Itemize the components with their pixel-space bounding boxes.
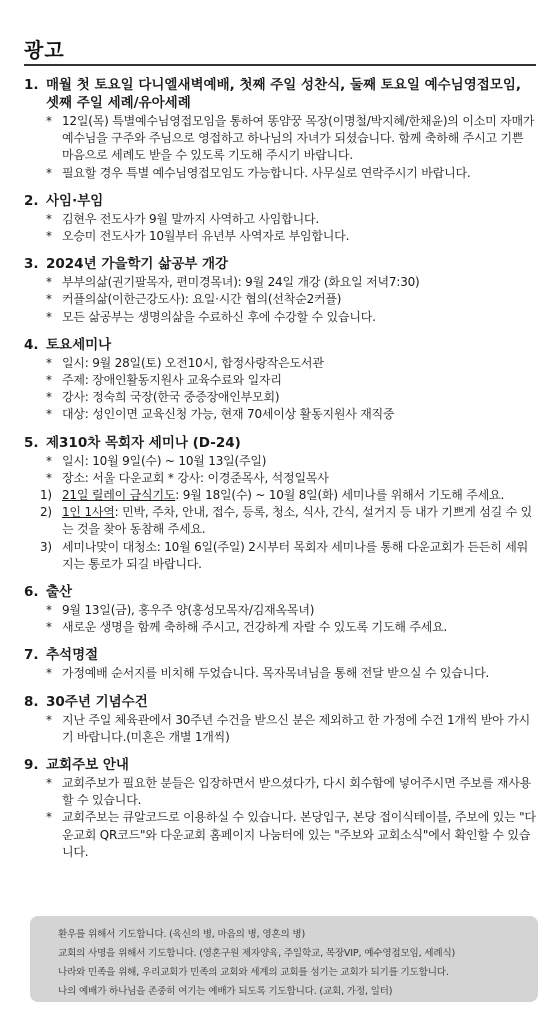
section-heading: 매월 첫 토요일 다니엘새벽예배, 첫째 주일 성찬식, 둘째 토요일 예수님영접모임, 셋째 주일 세례/유아세례 [46,77,521,111]
section-title [24,693,536,711]
item-text: 교회주보는 큐알코드로 이용하실 수 있습니다. 본당입구, 본당 접이식테이블, 주보에 있는 "다운교회 QR코드"와 다운교회 홈페이지 나눔터에 있는 "주보와 교회소식"에서 확인할 수 있습니다. [62,810,536,859]
item-text: 지난 주일 체육관에서 30주년 수건을 받으신 분은 제외하고 한 가정에 수건 1개씩 받아 가시기 바랍니다.(미혼은 개별 1개씩) [62,712,531,744]
list-item [24,355,536,372]
section-title [24,76,536,112]
item-text [62,504,536,538]
title-divider [24,64,536,66]
list-item [24,372,536,389]
item-text: 9월 13일(금), 홍우주 양(홍성모목자/김재옥목녀) [62,603,315,618]
bullet-mark: * [46,603,52,618]
item-text: 강사: 정숙희 국장(한국 중증장애인부모회) [62,390,280,405]
list-item [24,809,536,861]
item-text: 교회주보가 필요한 분들은 입장하면서 받으셨다가, 다시 회수함에 넣어주시면 주보를 재사용 할 수 있습니다. [62,776,532,808]
section-heading: 사임·부임 [46,192,104,209]
list-item [24,228,536,245]
bullet-mark: * [46,292,52,307]
section-number: 3. [24,256,39,273]
section-number: 5. [24,434,39,451]
section-title [24,646,536,664]
bullet-mark: * [46,712,52,727]
section-title [24,434,536,452]
section-title [24,255,536,273]
list-item [24,619,536,636]
list-item [24,274,536,291]
item-text [62,487,536,504]
section-heading: 추석명절 [46,647,99,664]
announcement-section-8 [24,693,536,746]
bullet-mark: * [46,309,52,324]
announcement-section-6 [24,583,536,636]
item-number: 1) [40,488,52,503]
item-text: 커플의삶(이한근강도사): 요일·시간 협의(선착순2커플) [62,292,342,307]
item-text [62,539,536,573]
announcement-section-1 [24,76,536,182]
list-item [24,453,536,470]
list-item [24,165,536,182]
item-text: 가정예배 순서지를 비치해 두었습니다. 목자목녀님을 통해 전달 받으실 수 있습니다. [62,666,490,681]
item-body: 세미나맞이 대청소: 10월 6일(주일) 2시부터 목회자 세미나를 통해 다운교회가 든든히 세워지는 통로가 되길 바랍니다. [62,539,529,571]
item-text: 대상: 성인이면 교육신청 가능, 현재 70세이상 활동지원사 재직중 [62,407,395,422]
announcement-section-9 [24,756,536,861]
list-item [24,775,536,809]
announcement-section-7 [24,646,536,682]
section-title [24,192,536,210]
bullet-mark: * [46,355,52,370]
page-title: 광고 [24,38,65,62]
list-item [24,712,536,746]
bullet-mark: * [46,620,52,635]
section-number: 4. [24,336,39,353]
bullet-mark: * [46,407,52,422]
item-text: 필요할 경우 특별 예수님영접모임도 가능합니다. 사무실로 연락주시기 바랍니다. [62,165,471,180]
item-number: 3) [40,539,52,554]
announcement-section-2 [24,192,536,245]
prayer-box [30,916,538,1002]
prayer-line: 환우를 위해서 기도합니다. (육신의 병, 마음의 병, 영혼의 병) [58,929,305,940]
item-text: 일시: 9월 28일(토) 오전10시, 합정사랑작은도서관 [62,355,324,370]
section-heading: 제310차 목회자 세미나 (D-24) [46,434,241,451]
item-text: 주제: 장애인활동지원사 교육수료와 일자리 [62,373,282,388]
list-item [24,113,536,165]
item-text: 12일(목) 특별예수님영접모임을 통하여 똥얌꿍 목장(이명철/박지혜/한채윤)의 이소미 자매가 예수님을 구주와 주님으로 영접하고 하나님의 자녀가 되셨습니다. 함께 축하해 주시고 기쁜 마음으로 세례도 받을 수 있도록 기도해 주시기 바랍니다. [62,114,535,163]
list-item [24,470,536,487]
prayer-line: 나라와 민족을 위해, 우리교회가 민족의 교회와 세계의 교회를 섬기는 교회가 되기를 기도합니다. [58,967,449,978]
bullet-mark: * [46,211,52,226]
bullet-mark: * [46,373,52,388]
list-item [24,211,536,228]
item-number: 2) [40,505,52,520]
section-heading: 출산 [46,584,73,601]
item-text: 오승미 전도사가 10월부터 유년부 사역자로 부임합니다. [62,229,350,244]
section-number: 6. [24,584,39,601]
section-heading: 2024년 가을학기 삶공부 개강 [46,256,229,273]
item-text: 김현우 전도사가 9월 말까지 사역하고 사임합니다. [62,211,319,226]
bullet-mark: * [46,810,52,825]
bullet-mark: * [46,776,52,791]
bullet-mark: * [46,390,52,405]
prayer-line: 나의 예배가 하나님을 존중히 여기는 예배가 되도록 기도합니다. (교회, 가정, 일터) [58,986,393,997]
section-number: 2. [24,192,39,209]
bullet-mark: * [46,666,52,681]
numbered-item [24,504,536,538]
bullet-mark: * [46,453,52,468]
item-text: 일시: 10월 9일(수) ~ 10월 13일(주일) [62,453,267,468]
list-item [24,665,536,682]
announcement-section-3 [24,255,536,326]
item-lead: 21일 릴레이 금식기도 [62,488,176,503]
section-title [24,756,536,774]
section-number: 1. [24,77,39,93]
list-item [24,389,536,406]
section-heading: 교회주보 안내 [46,757,129,774]
announcement-section-4 [24,336,536,424]
list-item [24,602,536,619]
bullet-mark: * [46,229,52,244]
prayer-line: 교회의 사명을 위해서 기도합니다. (영혼구원 제자양육, 주일학교, 목장VIP, 예수영접모임, 세례식) [58,948,456,959]
bullet-mark: * [46,114,52,128]
section-title [24,336,536,354]
announcement-list [24,76,536,871]
section-heading: 토요세미나 [46,336,112,353]
numbered-item [24,539,536,573]
section-number: 7. [24,647,39,664]
bullet-mark: * [46,275,52,290]
item-text: 모든 삶공부는 생명의삶을 수료하신 후에 수강할 수 있습니다. [62,309,376,324]
item-text: 장소: 서울 다운교회 * 강사: 이경준목사, 석정일목사 [62,470,329,485]
section-heading: 30주년 기념수건 [46,693,148,710]
section-title [24,583,536,601]
list-item [24,291,536,308]
item-text: 부부의삶(권기팔목자, 편미경목녀): 9월 24일 개강 (화요일 저녁7:30) [62,275,420,290]
bullet-mark: * [46,165,52,180]
section-number: 9. [24,757,39,774]
list-item [24,309,536,326]
item-lead: 1인 1사역 [62,505,115,520]
announcement-section-5 [24,434,536,573]
item-body: : 민박, 주차, 안내, 접수, 등록, 청소, 식사, 간식, 설거지 등 내가 기쁘게 섬길 수 있는 것을 찾아 동참해 주세요. [62,505,533,537]
list-item [24,406,536,423]
item-body: : 9월 18일(수) ~ 10월 8일(화) 세미나를 위해서 기도해 주세요. [175,488,505,503]
numbered-item [24,487,536,504]
item-text: 새로운 생명을 함께 축하해 주시고, 건강하게 자랄 수 있도록 기도해 주세요. [62,620,448,635]
bullet-mark: * [46,470,52,485]
section-number: 8. [24,693,39,710]
